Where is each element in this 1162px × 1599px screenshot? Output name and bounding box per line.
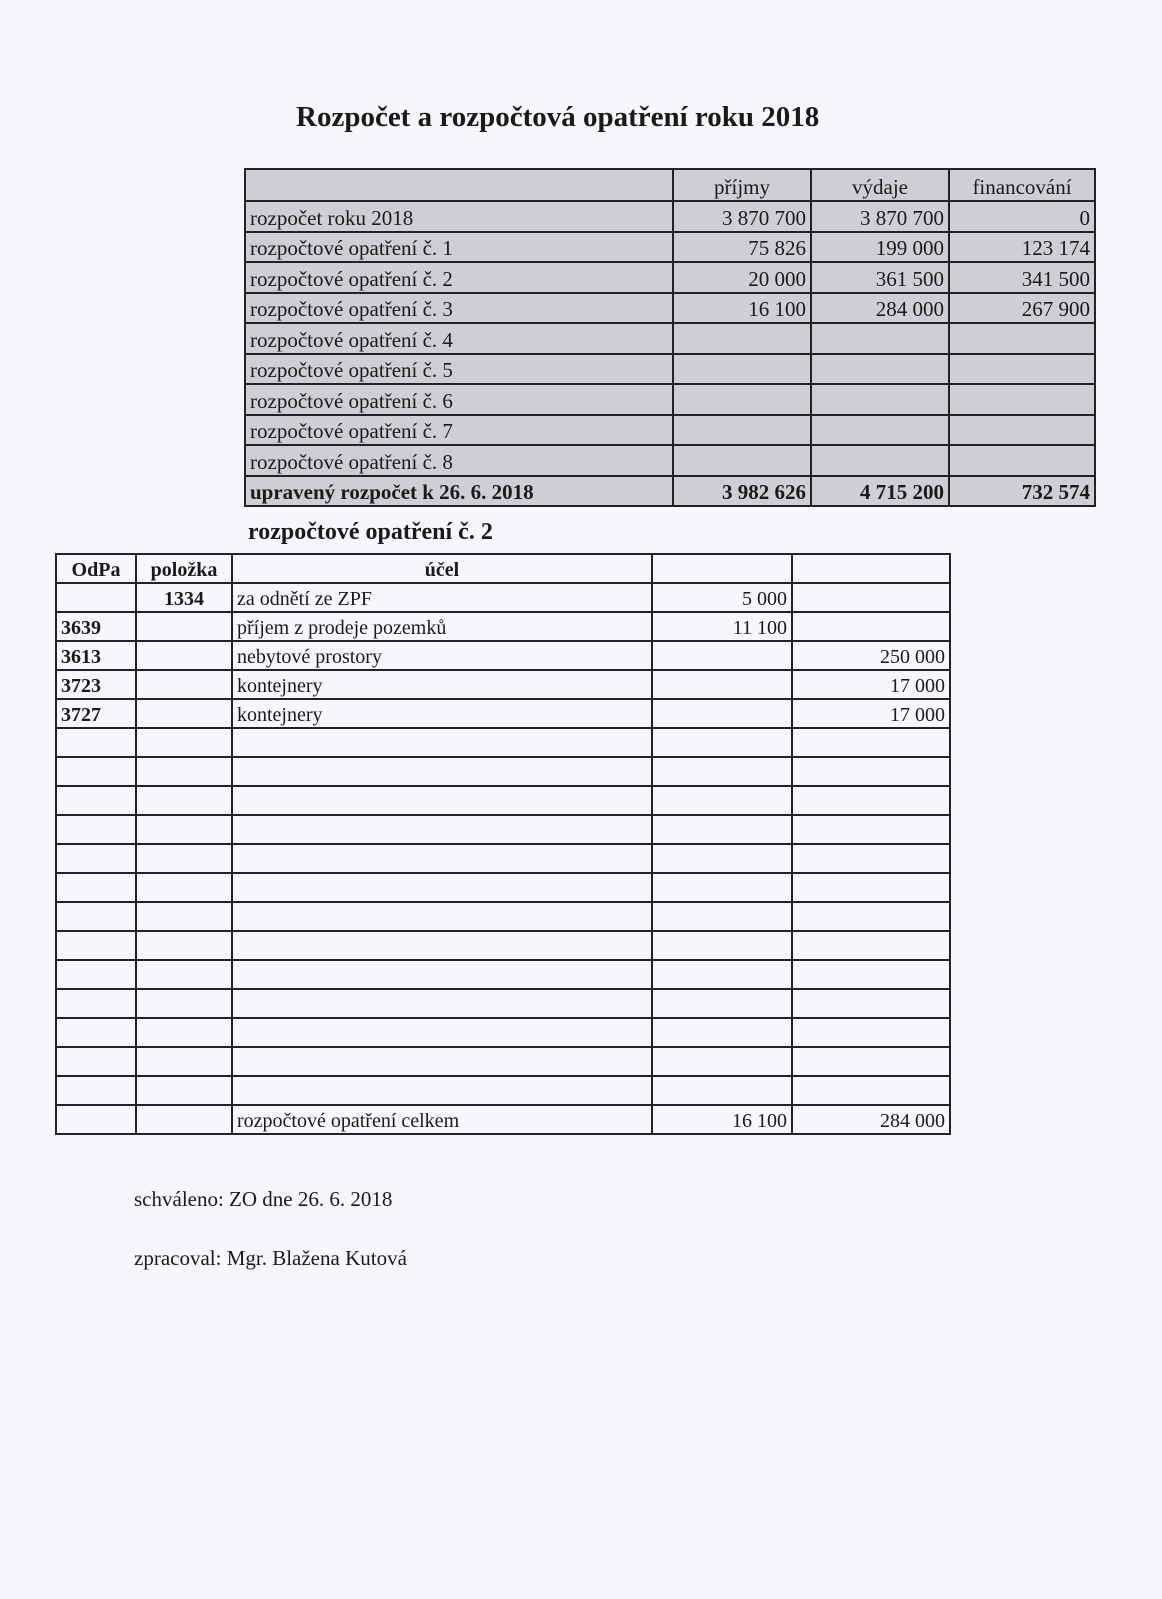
detail-row-vydaje [792, 815, 950, 844]
detail-row [56, 989, 950, 1018]
detail-row-polozka: 1334 [136, 583, 232, 612]
prepared-by-note: zpracoval: Mgr. Blažena Kutová [134, 1246, 407, 1270]
detail-total-empty [136, 1105, 232, 1134]
summary-row-label: rozpočtové opatření č. 5 [245, 354, 673, 385]
detail-row-vydaje [792, 902, 950, 931]
detail-row-vydaje [792, 873, 950, 902]
summary-row [245, 415, 1095, 446]
detail-row-polozka [136, 699, 232, 728]
summary-row-financovani [949, 445, 1095, 476]
detail-row-prijmy [652, 1018, 792, 1047]
detail-row-ucel [232, 815, 652, 844]
detail-row-vydaje: 17 000 [792, 670, 950, 699]
detail-row-ucel: za odnětí ze ZPF [232, 583, 652, 612]
detail-row [56, 844, 950, 873]
detail-header-prijmy [652, 554, 792, 583]
detail-row-polozka [136, 1076, 232, 1105]
summary-row-vydaje: 361 500 [811, 262, 949, 293]
detail-row-vydaje [792, 612, 950, 641]
detail-row [56, 757, 950, 786]
summary-row-label: rozpočtové opatření č. 6 [245, 384, 673, 415]
detail-row-ucel [232, 1047, 652, 1076]
detail-total-prijmy: 16 100 [652, 1105, 792, 1134]
detail-row [56, 583, 950, 612]
summary-row-financovani [949, 415, 1095, 446]
detail-row-odpa [56, 1047, 136, 1076]
summary-row-financovani: 0 [949, 201, 1095, 232]
summary-header-label [245, 169, 673, 201]
detail-row-polozka [136, 757, 232, 786]
detail-row-vydaje [792, 931, 950, 960]
summary-row-prijmy [673, 445, 811, 476]
detail-row-vydaje: 250 000 [792, 641, 950, 670]
summary-row-prijmy: 3 870 700 [673, 201, 811, 232]
summary-row-label: rozpočtové opatření č. 7 [245, 415, 673, 446]
detail-row-prijmy [652, 728, 792, 757]
detail-row [56, 960, 950, 989]
summary-header-vydaje: výdaje [811, 169, 949, 201]
detail-total-label: rozpočtové opatření celkem [232, 1105, 652, 1134]
detail-row-prijmy [652, 1076, 792, 1105]
detail-row [56, 902, 950, 931]
detail-row-odpa [56, 786, 136, 815]
detail-row-polozka [136, 960, 232, 989]
summary-total-row [245, 476, 1095, 507]
detail-row [56, 1076, 950, 1105]
summary-row [245, 445, 1095, 476]
summary-row-financovani: 267 900 [949, 293, 1095, 324]
detail-row-ucel [232, 1076, 652, 1105]
summary-row [245, 354, 1095, 385]
detail-row-prijmy [652, 873, 792, 902]
detail-row-polozka [136, 1047, 232, 1076]
detail-row [56, 815, 950, 844]
summary-row [245, 323, 1095, 354]
summary-row-financovani [949, 323, 1095, 354]
detail-row-ucel [232, 960, 652, 989]
detail-row-vydaje: 17 000 [792, 699, 950, 728]
detail-header-row [56, 554, 950, 583]
summary-row-financovani [949, 384, 1095, 415]
detail-header-ucel: účel [232, 554, 652, 583]
detail-row-odpa [56, 1076, 136, 1105]
summary-header-row [245, 169, 1095, 201]
detail-row-odpa [56, 989, 136, 1018]
detail-row-vydaje [792, 989, 950, 1018]
detail-row-odpa [56, 931, 136, 960]
summary-total-vydaje: 4 715 200 [811, 476, 949, 507]
summary-row-vydaje: 284 000 [811, 293, 949, 324]
detail-row [56, 786, 950, 815]
detail-row [56, 1018, 950, 1047]
detail-row-prijmy [652, 641, 792, 670]
detail-row-prijmy [652, 699, 792, 728]
summary-row [245, 384, 1095, 415]
detail-row-ucel [232, 757, 652, 786]
detail-row-polozka [136, 931, 232, 960]
detail-row-prijmy [652, 757, 792, 786]
summary-row [245, 293, 1095, 324]
detail-row-ucel [232, 989, 652, 1018]
detail-row-polozka [136, 844, 232, 873]
summary-header-financovani: financování [949, 169, 1095, 201]
detail-row-prijmy [652, 960, 792, 989]
detail-row-odpa [56, 844, 136, 873]
summary-header-prijmy: příjmy [673, 169, 811, 201]
detail-row-odpa [56, 815, 136, 844]
detail-row-ucel [232, 931, 652, 960]
detail-row-polozka [136, 902, 232, 931]
detail-header-vydaje [792, 554, 950, 583]
detail-row-vydaje [792, 728, 950, 757]
summary-row-prijmy [673, 323, 811, 354]
detail-row-odpa: 3727 [56, 699, 136, 728]
budget-measure-detail-table [55, 553, 951, 1135]
detail-row [56, 612, 950, 641]
detail-row-odpa: 3639 [56, 612, 136, 641]
summary-row-vydaje: 199 000 [811, 232, 949, 263]
summary-row-financovani: 341 500 [949, 262, 1095, 293]
summary-row-vydaje [811, 445, 949, 476]
detail-row-polozka [136, 641, 232, 670]
summary-row-label: rozpočtové opatření č. 3 [245, 293, 673, 324]
summary-row-vydaje [811, 323, 949, 354]
detail-row-vydaje [792, 583, 950, 612]
summary-row-prijmy: 75 826 [673, 232, 811, 263]
detail-row-odpa [56, 960, 136, 989]
summary-row-label: rozpočet roku 2018 [245, 201, 673, 232]
detail-row-vydaje [792, 844, 950, 873]
detail-row-prijmy [652, 989, 792, 1018]
summary-row-vydaje [811, 354, 949, 385]
detail-total-vydaje: 284 000 [792, 1105, 950, 1134]
detail-row-prijmy [652, 844, 792, 873]
detail-row [56, 1047, 950, 1076]
summary-row-label: rozpočtové opatření č. 2 [245, 262, 673, 293]
detail-row-ucel [232, 1018, 652, 1047]
detail-header-odpa: OdPa [56, 554, 136, 583]
summary-row-vydaje: 3 870 700 [811, 201, 949, 232]
budget-summary-table [244, 168, 1096, 507]
detail-row-odpa [56, 728, 136, 757]
detail-row [56, 931, 950, 960]
detail-row-prijmy [652, 670, 792, 699]
summary-row-prijmy [673, 415, 811, 446]
detail-row-polozka [136, 670, 232, 699]
summary-row-financovani [949, 354, 1095, 385]
detail-row-ucel: příjem z prodeje pozemků [232, 612, 652, 641]
summary-row-financovani: 123 174 [949, 232, 1095, 263]
page-title: Rozpočet a rozpočtová opatření roku 2018 [296, 101, 820, 133]
detail-row-polozka [136, 873, 232, 902]
approval-note: schváleno: ZO dne 26. 6. 2018 [134, 1187, 393, 1211]
detail-row-vydaje [792, 1076, 950, 1105]
summary-total-label: upravený rozpočet k 26. 6. 2018 [245, 476, 673, 507]
detail-row [56, 728, 950, 757]
detail-row-prijmy [652, 786, 792, 815]
detail-row-polozka [136, 786, 232, 815]
detail-row-ucel [232, 873, 652, 902]
detail-row-ucel [232, 786, 652, 815]
summary-row-vydaje [811, 415, 949, 446]
detail-row-vydaje [792, 757, 950, 786]
summary-total-financovani: 732 574 [949, 476, 1095, 507]
summary-total-prijmy: 3 982 626 [673, 476, 811, 507]
detail-row [56, 873, 950, 902]
detail-row-ucel: kontejnery [232, 670, 652, 699]
detail-row-prijmy [652, 815, 792, 844]
detail-row-ucel: nebytové prostory [232, 641, 652, 670]
summary-row-label: rozpočtové opatření č. 1 [245, 232, 673, 263]
detail-row-odpa [56, 757, 136, 786]
detail-row-polozka [136, 815, 232, 844]
detail-row-vydaje [792, 1047, 950, 1076]
detail-row-prijmy [652, 1047, 792, 1076]
summary-row [245, 232, 1095, 263]
detail-row-ucel [232, 728, 652, 757]
detail-header-polozka: položka [136, 554, 232, 583]
detail-title: rozpočtové opatření č. 2 [248, 519, 493, 545]
detail-row-vydaje [792, 786, 950, 815]
detail-row-odpa: 3613 [56, 641, 136, 670]
summary-row-label: rozpočtové opatření č. 4 [245, 323, 673, 354]
detail-row-polozka [136, 989, 232, 1018]
detail-row-ucel [232, 902, 652, 931]
summary-row-vydaje [811, 384, 949, 415]
detail-row [56, 670, 950, 699]
summary-row-prijmy [673, 354, 811, 385]
detail-row-polozka [136, 728, 232, 757]
summary-row-prijmy: 20 000 [673, 262, 811, 293]
detail-row-ucel [232, 844, 652, 873]
detail-row-prijmy [652, 931, 792, 960]
detail-total-empty [56, 1105, 136, 1134]
detail-row-prijmy: 11 100 [652, 612, 792, 641]
detail-row-polozka [136, 1018, 232, 1047]
detail-row-vydaje [792, 960, 950, 989]
detail-row-prijmy: 5 000 [652, 583, 792, 612]
detail-row-odpa: 3723 [56, 670, 136, 699]
detail-row-odpa [56, 583, 136, 612]
summary-row [245, 262, 1095, 293]
detail-total-row [56, 1105, 950, 1134]
detail-row [56, 641, 950, 670]
detail-row-odpa [56, 873, 136, 902]
detail-row-odpa [56, 1018, 136, 1047]
summary-row [245, 201, 1095, 232]
summary-row-label: rozpočtové opatření č. 8 [245, 445, 673, 476]
detail-row-prijmy [652, 902, 792, 931]
detail-row-polozka [136, 612, 232, 641]
detail-row [56, 699, 950, 728]
summary-row-prijmy: 16 100 [673, 293, 811, 324]
detail-row-vydaje [792, 1018, 950, 1047]
summary-row-prijmy [673, 384, 811, 415]
detail-row-odpa [56, 902, 136, 931]
detail-row-ucel: kontejnery [232, 699, 652, 728]
